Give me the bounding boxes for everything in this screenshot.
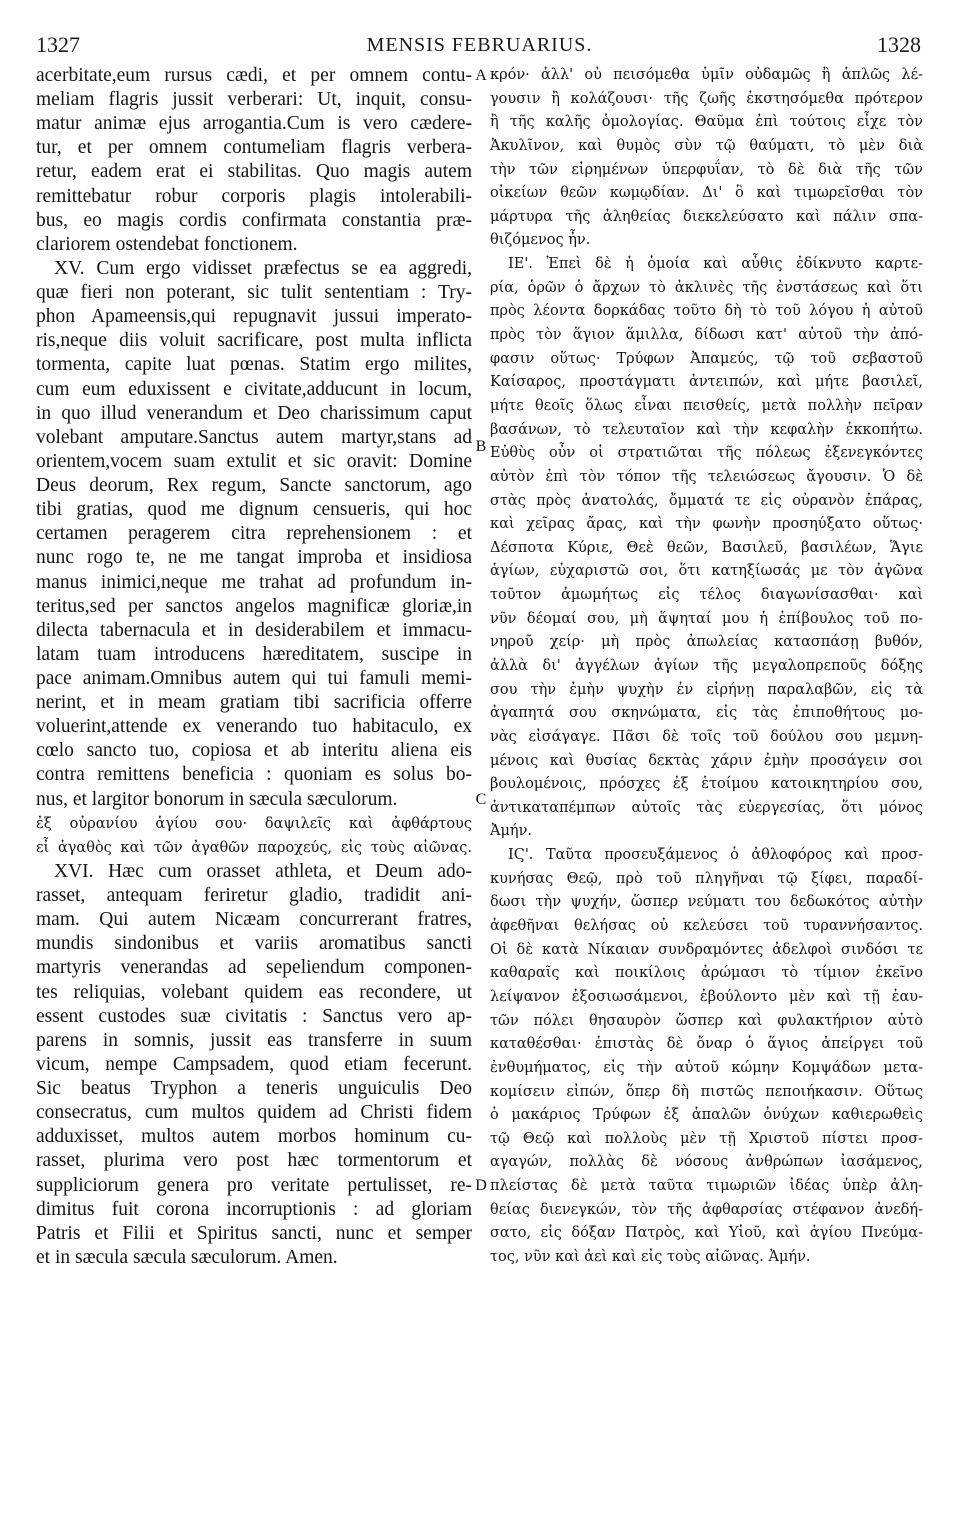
latin-text-line: volebant amputare.Sanctus autem martyr,stans ad <box>36 426 472 448</box>
margin-section-letter: C <box>475 790 487 808</box>
latin-text-line: certamen peragerem citra reprehensionem : et <box>36 523 472 545</box>
latin-text-line: latam tuam introducens hæreditatem, suscipe in <box>36 643 472 665</box>
margin-section-letter: A <box>475 67 487 84</box>
greek-text-line: αγαγών, πολλὰς δὲ νόσους ἀνθρώπων ἰασάμενος, <box>490 1154 923 1171</box>
latin-text-line: manus inimici,neque me trahat ad profundum in- <box>36 571 472 593</box>
greek-text-line: αὐτὸν ἐπὶ τὸν τόπον τῆς τελειώσεως ἄγουσιν. Ὁ δὲ <box>490 468 923 485</box>
greek-text-line: Ἀμήν. <box>490 823 533 840</box>
greek-text-line: σου τὴν ἐμὴν ψυχὴν ἐν εἰρήνῃ παραλαβῶν, εἰς τὰ <box>490 681 923 698</box>
greek-text-line: ὁ μακάριος Τρύφων ἐξ ἁπαλῶν ὀνύχων καθιερωθεὶς <box>490 1107 923 1124</box>
latin-text-line: orientem,vocem suam extulit et sic oravit: Domine <box>36 450 472 472</box>
latin-text-line: tur, et per omnem contumeliam flagris verbera- <box>36 137 472 159</box>
left-page-number: 1327 <box>36 32 80 57</box>
latin-text-line: Sic beatus Tryphon a teneris unguiculis Deo <box>36 1078 472 1100</box>
latin-text-line: in quo illud venerandum et Deo charissimum caput <box>36 402 472 424</box>
latin-text-line: teritus,sed per sanctos angelos magnificæ gloriæ,in <box>36 595 472 617</box>
greek-text-line: θείας διενεγκών, τὸν τῆς ἀφθαρσίας στέφανον ἀνεδή- <box>490 1201 923 1218</box>
latin-text-line: meliam flagris jussit verberari: Ut, inquit, consu- <box>36 89 472 111</box>
greek-text-line: φασιν οὕτως· Τρύφων Ἀπαμεύς, τῷ τοῦ σεβαστοῦ <box>490 350 923 367</box>
latin-text-line: contra remittens beneficia : quoniam es solus bo- <box>36 764 472 786</box>
margin-section-letter: D <box>475 1176 487 1194</box>
latin-text-line: retur, eadem erat ei stabilitas. Quo magis autem <box>36 161 472 183</box>
latin-text-line: rasset, antequam feriretur gladio, tradidit ani- <box>36 885 472 907</box>
latin-text-line: acerbitate,eum rursus cædi, et per omnem contu- <box>36 65 472 86</box>
greek-text-line: ΙϚ'. Ταῦτα προσευξάμενος ὁ ἀθλοφόρος καὶ προσ- <box>508 847 923 864</box>
latin-text-line: mam. Qui autem Nicæam concurrerant fratres, <box>36 909 472 931</box>
greek-text-line: μάρτυρα τῆς ἀληθείας διεκελεύσατο καὶ πάλιν σπα- <box>490 208 923 225</box>
greek-text-line: ἀγαπητά σου σκηνώματα, εἰς τὰς ἐπιποθήτους μο- <box>490 705 923 722</box>
greek-text-line: γουσιν ἢ κολάζουσι· τῆς ζωῆς ἐκστησόμεθα πρότερον <box>490 90 923 107</box>
greek-text-line: νῦν δέομαί σου, μὴ ἅψηταί μου ἡ ἐπίβουλος τοῦ πο- <box>490 610 923 627</box>
latin-text-line: tes reliquias, volebant quidem eas recondere, ut <box>36 981 472 1003</box>
greek-text-line: μήτε θεοῖς ὅλως εἶναι πεισθείς, μετὰ πολλὴν πεῖραν <box>490 397 923 414</box>
latin-text-line: matur animæ ejus arrogantia.Cum is vero cædere- <box>36 113 472 135</box>
greek-text-line: ἀφεθῆναι θελήσας οὐ κελεύσει τοῦ τυραννήσαντος. <box>490 918 923 935</box>
latin-text-line: mundis sindonibus et variis aromatibus sancti <box>36 933 472 955</box>
greek-text-line: τος, νῦν καὶ ἀεὶ καὶ εἰς τοὺς αἰῶνας. Ἀμήν. <box>490 1249 811 1265</box>
greek-text-line: ἀντικαταπέμπων αὐτοῖς τὰς εὐεργεσίας, ὅτι μόνος <box>490 799 923 816</box>
latin-text-line: nus, et largitor bonorum in sæcula sæculorum. <box>36 788 398 810</box>
greek-text-line: νηροῦ χείρ· μὴ πρὸς ἀπωλείας κατασπάσῃ βυθόν, <box>490 634 923 651</box>
greek-text-line: τῷ Θεῷ καὶ πολλοὺς μὲν τῇ Χριστοῦ πίστει προσ- <box>490 1130 923 1147</box>
right-page-number: 1328 <box>877 32 921 57</box>
latin-text-line: dilecta tabernacula et in desiderabilem et immacu- <box>36 619 472 641</box>
latin-text-line: voluerint,attende ex venerando tuo habitaculo, ex <box>36 716 472 738</box>
greek-text-line: βουλομένοις, πρόσχες ἐξ ἑτοίμου κατοικητηρίου σου, <box>490 776 923 793</box>
greek-text-line: λείψανον ἐξοσιωσάμενοι, ἐβούλοντο μὲν καὶ τῇ ἑαυ- <box>490 988 923 1005</box>
latin-text-line: clariorem ostendebat fonctionem. <box>36 233 298 255</box>
latin-text-line: consecratus, cum multos quidem ad Christi fidem <box>36 1102 472 1124</box>
latin-column-greek-line: εἶ ἀγαθὸς καὶ τῶν ἀγαθῶν παροχεύς, εἰς τοὺς αἰῶνας. <box>36 839 472 856</box>
greek-text-line: Οἱ δὲ κατὰ Νίκαιαν συνδραμόντες ἀδελφοὶ σινδόσι τε <box>490 941 923 958</box>
latin-text-line: adduxisset, multos autem morbos hominum cu- <box>36 1126 472 1148</box>
latin-text-line: vicum, nempe Campsadem, quod etiam fecerunt. <box>36 1053 472 1075</box>
latin-text-line: et in sæcula sæcula sæculorum. Amen. <box>36 1246 338 1268</box>
latin-text-line: nunc rogo te, ne me tangat improba et insidiosa <box>36 547 472 569</box>
latin-text-line: bus, eo magis cordis confirmata constantia præ- <box>36 209 472 231</box>
greek-text-line: πρὸς τὸν ἅγιον ἅμιλλα, δίδωσι κατ' αὐτοῦ τὴν ἀπό- <box>490 327 923 344</box>
latin-text-line: Patris et Filii et Spiritus sancti, nunc et semper <box>36 1222 472 1244</box>
greek-text-line: καταθέσθαι· ἐπιστὰς δὲ ὄναρ ὁ ἅγιος ἀπείργει τοῦ <box>490 1036 923 1053</box>
greek-text-line: τῶν πόλει θησαυρὸν ὥσπερ καὶ φυλακτήριον αὐτὸ <box>490 1012 923 1029</box>
latin-text-line: ris,neque diis voluit sacrificare, post multa inflicta <box>36 330 472 352</box>
greek-text-line: σατο, εἰς δόξαν Πατρὸς, καὶ Υἱοῦ, καὶ ἁγίου Πνεύμα- <box>490 1225 923 1242</box>
latin-text-line: dimitus fuit corona incorruptionis : ad gloriam <box>36 1198 472 1220</box>
latin-text-line: essent custodes suæ civitatis : Sanctus vero ap- <box>36 1005 472 1027</box>
latin-text-line: cœlo sancto tuo, copiosa et ab interitu aliena eis <box>36 740 472 762</box>
greek-text-line: ἁγίων, εὐχαριστῶ σοι, ὅτι κατηξίωσάς με τὸν ἀγῶνα <box>490 563 923 580</box>
latin-text-line: martyris venerandas ad sepeliendum componen- <box>36 957 472 979</box>
greek-text-line: μένοις καὶ θυσίας δεκτὰς χάριν ἐμὴν προσάγειν σοι <box>490 752 923 769</box>
greek-column <box>490 0 923 1300</box>
latin-text-line: rasset, plurima vero post hæc tormentorum et <box>36 1150 472 1172</box>
greek-text-line: στὰς πρὸς ἀνατολάς, ὄμματά τε εἰς οὐρανὸν ἐπάρας, <box>490 492 923 509</box>
latin-text-line: tibi gratias, quod me dignum censueris, qui hoc <box>36 499 472 521</box>
margin-section-letter: B <box>475 438 487 456</box>
latin-column-greek-line: ἐξ οὐρανίου ἁγίου σου· δαψιλεῖς καὶ ἀφθάρτους <box>36 815 472 832</box>
latin-text-line: remittebatur robur corporis plagis intolerabili- <box>36 185 472 207</box>
latin-text-line: tormenta, capite luat pœnas. Statim ergo milites, <box>36 354 472 376</box>
greek-text-line: πρὸς λέοντα δορκάδας τοῦτο δὴ τὸ τοῦ λόγου ἡ αὐτοῦ <box>490 303 923 320</box>
greek-text-line: βασάνων, τὸ τελευταῖον καὶ τὴν κεφαλὴν ἐκκοπήτω. <box>490 421 923 438</box>
latin-text-line: XVI. Hæc cum orasset athleta, et Deum ado- <box>54 860 472 882</box>
latin-text-line: nerint, et in meam gratiam tibi sacrificia offerre <box>36 692 472 714</box>
greek-text-line: Ἀκυλῖνον, καὶ θυμὸς σὺν τῷ θαύματι, τὸ μὲν διὰ <box>490 137 923 154</box>
greek-text-line: τὴν τῶν εἰρημένων ὑπερφυΐαν, τὸ δὲ διὰ τῆς τῶν <box>490 161 923 178</box>
greek-text-line: ἀλλὰ δι' ἀγγέλων ἁγίων τῆς μεγαλοπρεποῦς δόξης <box>490 658 923 674</box>
latin-text-line: suppliciorum genera pro veritate pertulisset, re- <box>36 1174 472 1196</box>
latin-text-line: quæ fieri non poterant, sic tulit sententiam : Try- <box>36 282 472 304</box>
greek-text-line: κυνήσας Θεῷ, πρὸ τοῦ πληγῆναι τῷ ξίφει, παραδί- <box>490 870 923 887</box>
latin-column <box>36 0 472 1300</box>
latin-text-line: XV. Cum ergo vidisset præfectus se ea aggredi, <box>54 257 472 279</box>
latin-text-line: Deus deorum, Rex regum, Sancte sanctorum, ago <box>36 475 472 497</box>
greek-text-line: ΙΕ'. Ἐπεὶ δὲ ἡ ὁμοία καὶ αὖθις ἐδίκνυτο καρτε- <box>508 256 923 273</box>
greek-text-line: ρία, ὁρῶν ὁ ἄρχων τὸ ἀκλινὲς τῆς ἐνστάσεως καὶ ὅτι <box>490 279 923 296</box>
greek-text-line: καὶ χεῖρας ἄρας, καὶ τὴν φωνὴν προσηύξατο οὕτως· <box>490 516 923 533</box>
latin-text-line: cum eum eduxissent e civitate,adducunt in locum, <box>36 378 472 400</box>
greek-text-line: κρόν· ἀλλ' οὐ πεισόμεθα ὑμῖν οὐδαμῶς ἢ ἁπλῶς λέ- <box>490 67 923 83</box>
running-title: MENSIS FEBRUARIUS. <box>366 34 593 56</box>
greek-text-line: κομίσειν εἰπών, ὅπερ δὴ πιστῶς πεποιήκασιν. Οὕτως <box>490 1083 923 1100</box>
greek-text-line: Καίσαρος, προστάγματι ἀντειπών, καὶ μήτε βασιλεῖ, <box>490 374 923 391</box>
latin-text-line: phon Apameensis,qui repugnavit jussui imperato- <box>36 306 472 328</box>
greek-text-line: θιζόμενος ἦν. <box>490 232 591 249</box>
greek-text-line: πλείστας δὲ μετὰ ταῦτα τιμωριῶν ἰδέας ὑπὲρ ἀλη- <box>490 1178 923 1195</box>
greek-text-line: καθαραῖς καὶ ποικίλοις ἀρώμασι τὸ τίμιον ἐκεῖνο <box>490 965 923 982</box>
greek-text-line: Εὐθὺς οὖν οἱ στρατιῶται τῆς πόλεως ἐξενεγκόντες <box>490 445 923 462</box>
greek-text-line: ἐνθυμήματος, εἰς τὴν αὐτοῦ κώμην Κομψάδων μετα- <box>490 1059 923 1076</box>
greek-text-line: τοῦτον ἀμωμήτως εἰς τέλος διαγωνίσασθαι· καὶ <box>490 587 923 604</box>
greek-text-line: δωσι τὴν ψυχήν, ὥσπερ νεύματι του δεδωκότος αὐτὴν <box>490 894 923 911</box>
greek-text-line: Δέσποτα Κύριε, Θεὲ θεῶν, Βασιλεῦ, βασιλέων, Ἅγιε <box>490 539 923 556</box>
greek-text-line: οἰκείων θεῶν κωμῳδίαν. Δι' ὃ καὶ τιμωρεῖσθαι τὸν <box>490 185 923 202</box>
latin-text-line: pace animam.Omnibus autem qui tui famuli memi- <box>36 668 472 689</box>
greek-text-line: ἢ τῆς καλῆς ὁμολογίας. Θαῦμα ἐπὶ τούτοις εἶχε τὸν <box>490 114 923 131</box>
greek-text-line: νὰς εἰσάγαγε. Πᾶσι δὲ τοῖς τοῦ δούλου σου μεμνη- <box>490 728 923 745</box>
latin-text-line: parens in somnis, jussit eas transferre in suum <box>36 1029 472 1051</box>
